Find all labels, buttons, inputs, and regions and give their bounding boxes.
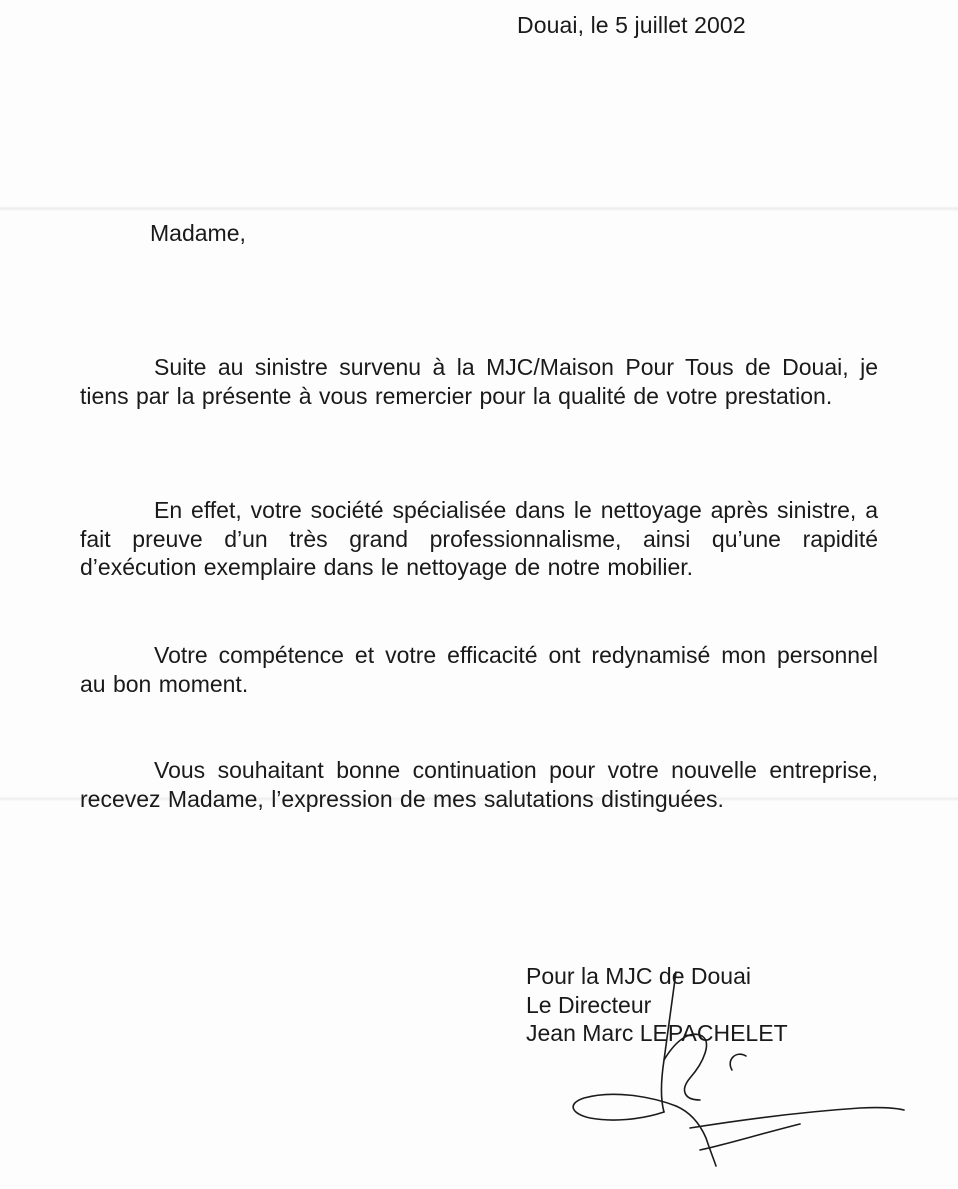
signature-organization: Pour la MJC de Douai [526, 963, 751, 989]
letter-paragraph: Votre compétence et votre efficacité ont redynamisé mon personnel au bon moment. [80, 642, 878, 697]
paper-fold-line [0, 206, 958, 212]
letter-date: Douai, le 5 juillet 2002 [517, 12, 746, 38]
signature-role: Le Directeur [526, 991, 652, 1018]
letter-paragraph: Suite au sinistre survenu à la MJC/Maison Pour Tous de Douai, je tiens par la présente à vous remercier pour la qualité de votre prestation. [80, 354, 878, 409]
signature-block [526, 962, 788, 1048]
letter-salutation: Madame, [150, 220, 246, 246]
letter-paragraph: Vous souhaitant bonne continuation pour votre nouvelle entreprise, recevez Madame, l’expression de mes salutations distinguées. [80, 757, 878, 812]
letter-paragraph: En effet, votre société spécialisée dans le nettoyage après sinistre, a fait preuve d’un très grand professionnalisme, ainsi qu’une rapidité d’exécution exemplaire dans le nettoyage de notre mobilier. [80, 497, 878, 580]
signature-name: Jean Marc LEPACHELET [526, 1020, 788, 1046]
